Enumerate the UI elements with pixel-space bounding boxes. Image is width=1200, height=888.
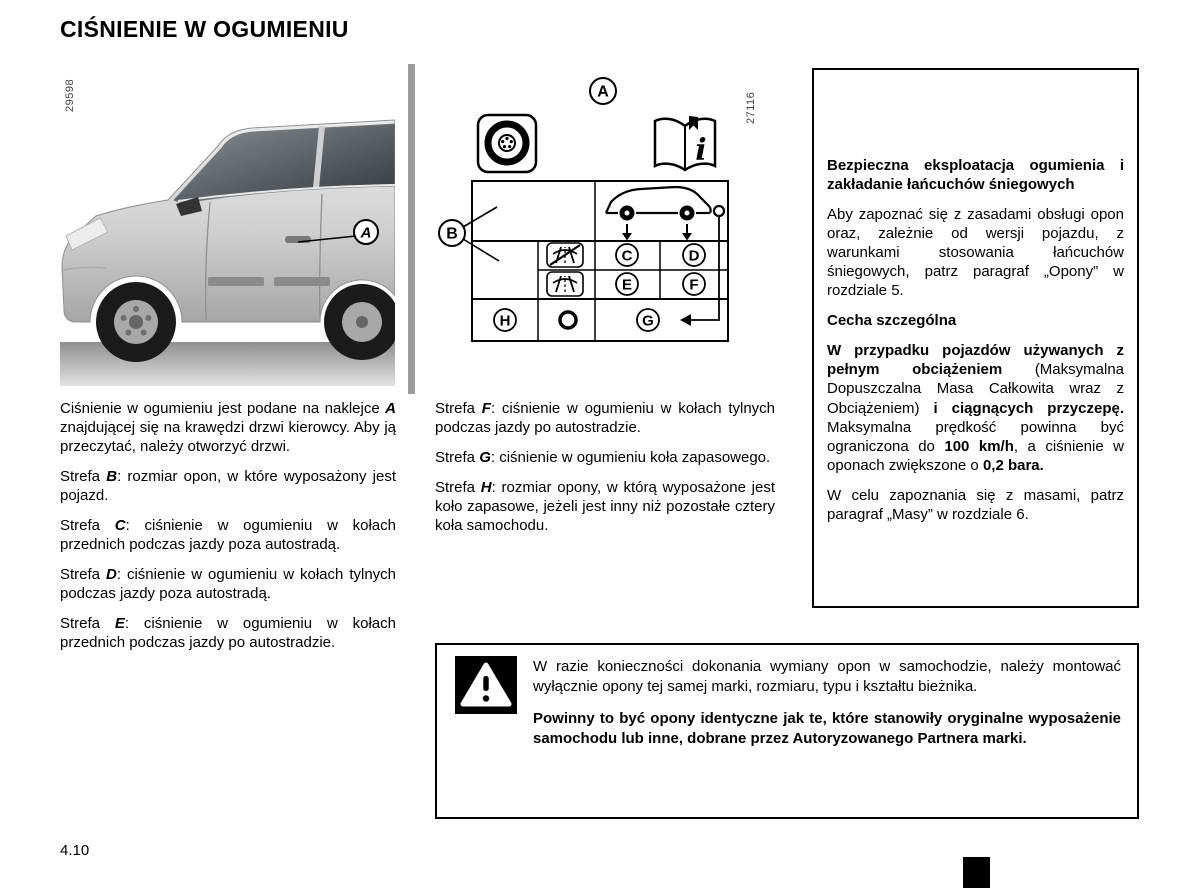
- warning-box: [435, 643, 1139, 819]
- motorway-icon: [547, 272, 583, 296]
- spare-arrowhead: [680, 314, 691, 326]
- paragraph-zone-d: Strefa D: ciśnienie w ogumieniu w kołach tylnych podczas jazdy poza autostradą.: [60, 566, 397, 603]
- svg-text:F: F: [689, 276, 699, 294]
- diagram-callout-b: [439, 207, 499, 261]
- left-text-column: [60, 399, 396, 664]
- warning-triangle-icon: [455, 656, 517, 714]
- info-box-paragraph-1: Aby zapoznać się z zasadami obsługi opon oraz, zależnie od wersji pojazdu, z warunkami stosowania łańcuchów śniegowych, patrz paragraf „Opony” w rozdziale 5.: [827, 206, 1124, 300]
- paragraph-zone-g: Strefa G: ciśnienie w ogumieniu koła zapasowego.: [435, 449, 771, 467]
- info-box-heading: Bezpieczna eksploatacja ogumienia i zakładanie łańcuchów śniegowych: [827, 157, 1124, 194]
- zone-letter-circles: [494, 244, 705, 331]
- paragraph-zone-e: Strefa E: ciśnienie w ogumieniu w kołach przednich podczas jazdy po autostradzie.: [60, 615, 396, 652]
- column-divider: [408, 64, 415, 394]
- handbook-icon: [655, 116, 715, 170]
- svg-text:i: i: [695, 133, 707, 168]
- warning-paragraph-1: W razie konieczności dokonania wymiany opon w samochodzie, należy montować wyłącznie opony tej samej marki, rozmiaru, typu i kształtu bieżnika.: [533, 658, 1121, 695]
- info-box-paragraph-3: W celu zapoznania się z masami, patrz paragraf „Masy” w rozdziale 6.: [827, 486, 1124, 523]
- safety-info-box: [812, 68, 1139, 608]
- page-title: CIŚNIENIE W OGUMIENIU: [60, 16, 349, 42]
- trim-strip-2: [274, 277, 330, 286]
- print-registration-mark: [963, 857, 990, 888]
- paragraph-zone-c: Strefa C: ciśnienie w ogumieniu w kołach przednich podczas jazdy poza autostradą.: [60, 517, 396, 554]
- diagram-reference-code: 27116: [745, 91, 757, 124]
- spare-wheel-dot: [714, 206, 724, 216]
- info-box-paragraph-2: W przypadku pojazdów używanych z pełnym obciążeniem (Maksymalna Dopuszczalna Masa Całkowita wraz z Obciążeniem) i ciągnących przyczepę. Maksymalna prędkość powinna być ograniczona do 100 km/h, a ciśnienie w oponach zwiększone o 0,2 bara.: [827, 342, 1125, 474]
- svg-text:D: D: [688, 247, 700, 265]
- svg-text:A: A: [597, 83, 609, 101]
- trim-strip-1: [208, 277, 264, 286]
- paragraph-zone-b: Strefa B: rozmiar opon, w które wyposażony jest pojazd.: [60, 468, 397, 505]
- page-number: 4.10: [60, 842, 90, 859]
- tire-icon: [478, 115, 536, 172]
- front-wheel: [96, 282, 176, 362]
- diagram-callout-a: [590, 78, 616, 104]
- car-photo: [60, 64, 395, 394]
- no-motorway-icon: [547, 243, 583, 267]
- svg-text:C: C: [621, 247, 633, 265]
- svg-text:H: H: [499, 312, 511, 330]
- paragraph-intro: Ciśnienie w ogumieniu jest podane na naklejce A znajdującej się na krawędzi drzwi kierowcy. Aby ją przeczytać, należy otworzyć drzwi.: [60, 400, 396, 456]
- spare-wheel-symbol: [560, 312, 576, 328]
- svg-text:E: E: [621, 276, 633, 294]
- car-illustration: [60, 64, 395, 394]
- info-box-subheading: Cecha szczególna: [827, 312, 957, 330]
- paragraph-zone-f: Strefa F: ciśnienie w ogumieniu w kołach tylnych podczas jazdy po autostradzie.: [435, 400, 776, 437]
- photo-reference-code: 29598: [64, 78, 76, 112]
- svg-text:A: A: [360, 224, 372, 242]
- tire-sticker-diagram: [435, 64, 780, 394]
- svg-text:B: B: [446, 225, 458, 243]
- paragraph-zone-h: Strefa H: rozmiar opony, w którą wyposażone jest koło zapasowe, jeżeli jest inny niż pozostałe cztery koła samochodu.: [435, 479, 776, 535]
- svg-text:G: G: [642, 312, 654, 330]
- spare-route-line: [689, 216, 719, 320]
- middle-text-column: [435, 399, 775, 546]
- warning-paragraph-2: Powinny to być opony identyczne jak te, które stanowiły oryginalne wyposażenie samochodu lub inne, dobrane przez Autoryzowanego Partnera marki.: [533, 710, 1121, 747]
